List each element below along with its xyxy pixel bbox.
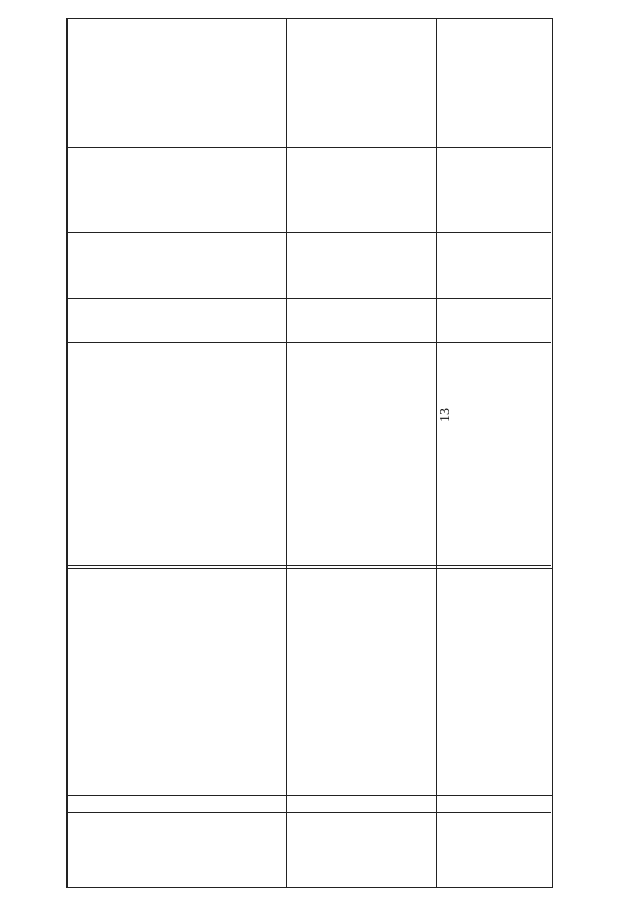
answer-column-divider <box>66 147 551 148</box>
answer-column-divider <box>66 298 551 299</box>
row-22 <box>67 19 286 568</box>
row-divider <box>67 795 552 796</box>
page-number: 13 <box>438 408 453 422</box>
row-divider <box>67 568 552 569</box>
number-column-divider <box>66 812 551 813</box>
answer-column-divider <box>66 232 551 233</box>
row-24 <box>436 19 552 568</box>
question-column-divider <box>66 565 551 566</box>
checklist-table <box>66 18 553 888</box>
answer-column-divider <box>66 342 551 343</box>
row-23 <box>286 19 436 568</box>
